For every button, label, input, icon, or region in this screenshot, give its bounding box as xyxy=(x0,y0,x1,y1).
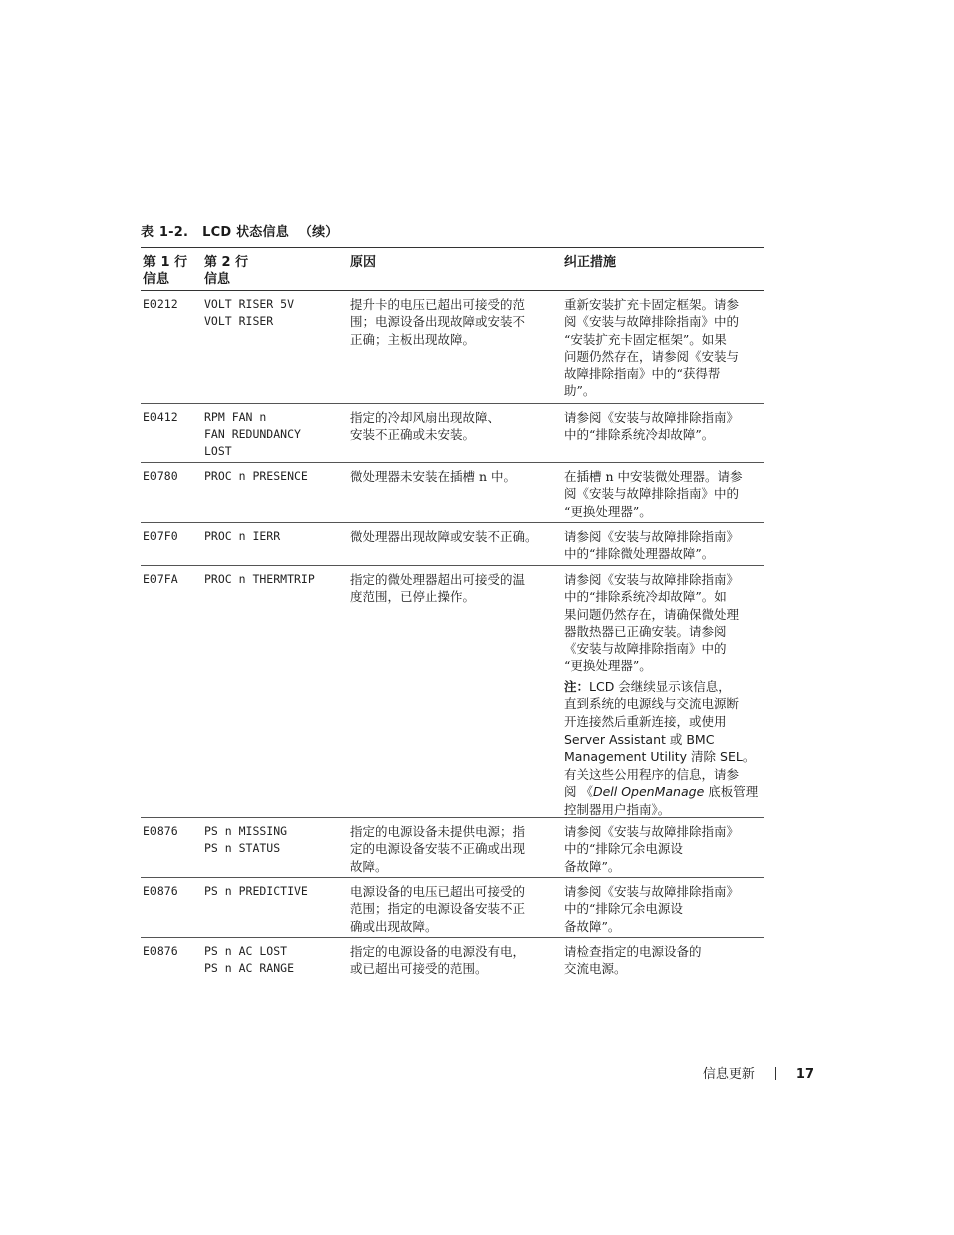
table-title: LCD 状态信息 xyxy=(202,225,289,240)
line2-cell: VOLT RISER 5V VOLT RISER xyxy=(204,297,295,328)
table-continued: （续） xyxy=(298,225,339,240)
footer-divider xyxy=(775,1067,776,1080)
table-row xyxy=(141,404,764,463)
table-row xyxy=(141,938,764,980)
action-cell: 在插槽 n 中安装微处理器。请参 阅《安装与故障排除指南》中的 “更换处理器”。 xyxy=(564,469,743,519)
header-cause: 原因 xyxy=(350,255,377,270)
header-line1: 第 1 行 信息 xyxy=(143,255,188,287)
code-cell: E0876 xyxy=(143,944,178,958)
code-cell: E07FA xyxy=(143,572,178,586)
line2-cell: PROC n PRESENCE xyxy=(204,469,308,483)
table-row xyxy=(141,463,764,523)
code-cell: E07F0 xyxy=(143,529,178,543)
line2-cell: PS n MISSING PS n STATUS xyxy=(204,824,288,855)
table-row xyxy=(141,523,764,566)
table-number: 表 1-2. xyxy=(141,225,189,240)
line2-cell: PS n AC LOST PS n AC RANGE xyxy=(204,944,295,975)
code-cell: E0876 xyxy=(143,824,178,838)
code-cell: E0212 xyxy=(143,297,178,311)
header-action: 纠正措施 xyxy=(564,255,617,270)
cause-cell: 微处理器未安装在插槽 n 中。 xyxy=(350,469,516,484)
cause-cell: 指定的微处理器超出可接受的温 度范围，已停止操作。 xyxy=(350,572,526,605)
line2-cell: PROC n THERMTRIP xyxy=(204,572,315,586)
code-cell: E0780 xyxy=(143,469,178,483)
page-number: 17 xyxy=(795,1067,814,1082)
cause-cell: 指定的冷却风扇出现故障、 安装不正确或未安装。 xyxy=(350,410,501,443)
table-row xyxy=(141,878,764,938)
note-block: 注：LCD 会继续显示该信息， 直到系统的电源线与交流电源断 开连接然后重新连接，或使用 Server Assistant 或 BMC Management Utility 清除 SEL。 有关这些公用程序的信息，请参 阅 《Dell OpenManage 底板管理 控制器用户指南》。 xyxy=(564,678,759,817)
line2-cell: PROC n IERR xyxy=(204,529,281,543)
footer-section: 信息更新 xyxy=(702,1067,755,1082)
cause-cell: 微处理器出现故障或安装不正确。 xyxy=(350,529,538,544)
cause-cell: 指定的电源设备未提供电源；指 定的电源设备安装不正确或出现 故障。 xyxy=(350,824,526,874)
page-footer xyxy=(703,1063,814,1082)
cause-cell: 指定的电源设备的电源没有电， 或已超出可接受的范围。 xyxy=(350,944,526,977)
cause-cell: 提升卡的电压已超出可接受的范 围；电源设备出现故障或安装不 正确；主板出现故障。 xyxy=(350,297,526,347)
note-label: 注： xyxy=(564,678,590,694)
header-line2: 第 2 行 信息 xyxy=(204,255,249,287)
code-cell: E0412 xyxy=(143,410,178,424)
line2-cell: RPM FAN n FAN REDUNDANCY LOST xyxy=(204,410,301,458)
action-cell: 请参阅《安装与故障排除指南》 中的“排除系统冷却故障”。 xyxy=(564,410,740,443)
lcd-status-table xyxy=(141,247,764,980)
table-row xyxy=(141,818,764,878)
action-cell: 请检查指定的电源设备的 交流电源。 xyxy=(564,944,702,977)
table-caption xyxy=(141,221,339,240)
line2-cell: PS n PREDICTIVE xyxy=(204,884,308,898)
action-cell: 重新安装扩充卡固定框架。请参 阅《安装与故障排除指南》中的 “安装扩充卡固定框架”。如果 问题仍然存在，请参阅《安装与 故障排除指南》中的“获得帮 助”。 xyxy=(564,297,740,399)
action-cell: 请参阅《安装与故障排除指南》 中的“排除冗余电源设 备故障”。 xyxy=(564,824,740,874)
cause-cell: 电源设备的电压已超出可接受的 范围；指定的电源设备安装不正 确或出现故障。 xyxy=(350,884,526,934)
product-name: Dell OpenManage xyxy=(592,784,705,800)
action-cell: 请参阅《安装与故障排除指南》 中的“排除微处理器故障”。 xyxy=(564,529,740,562)
table-row xyxy=(141,566,764,818)
table-header xyxy=(141,247,764,291)
action-cell: 请参阅《安装与故障排除指南》 中的“排除冗余电源设 备故障”。 xyxy=(564,884,740,934)
table-row xyxy=(141,291,764,404)
code-cell: E0876 xyxy=(143,884,178,898)
action-cell: 请参阅《安装与故障排除指南》 中的“排除系统冷却故障”。如 果问题仍然存在，请确保微处理 器散热器已正确安装。请参阅 《安装与故障排除指南》中的 “更换处理器”。 注：LCD 会继续显示该信息， 直到系统的电源线与交流电源断 开连接然后重新连接，或使用 Server Assistant 或 BMC Management Utility 清除 SEL。 有关这些公用程序的信息，请参 阅 《Dell OpenManage 底板管理 控制器用户指南》。 xyxy=(564,571,764,819)
